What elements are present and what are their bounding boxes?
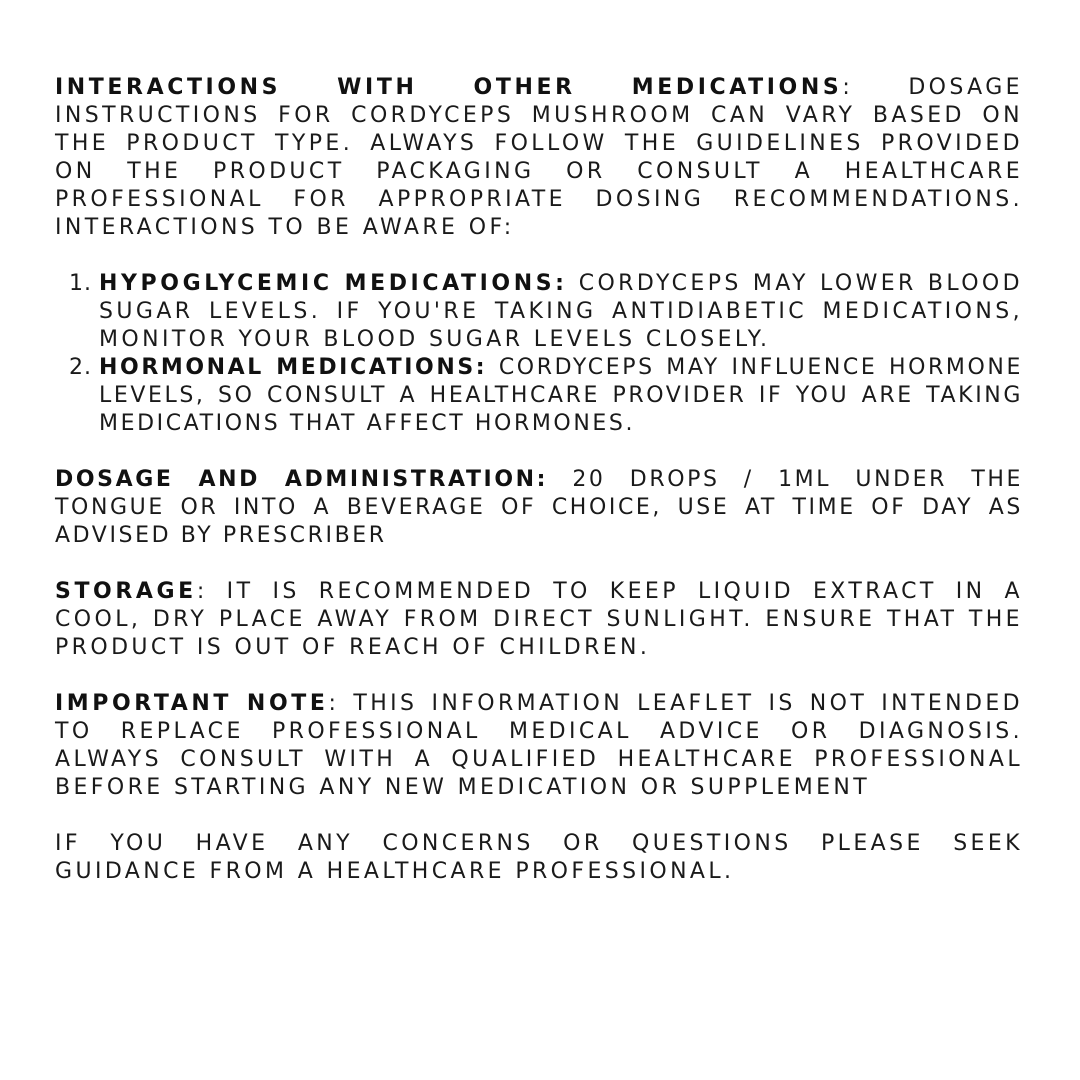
hypoglycemic-body: CORDYCEPS MAY LOWER BLOOD SUGAR LEVELS. IF YOU'RE TAKING ANTIDIABETIC MEDICATIONS, MONITOR YOUR BLOOD SUGAR LEVELS CLOSELY.: [99, 271, 1023, 352]
list-item: [55, 354, 1023, 438]
interactions-heading: INTERACTIONS WITH OTHER MEDICATIONS: [55, 75, 843, 100]
spacer: [55, 242, 1023, 270]
spacer: [55, 438, 1023, 466]
closing-body: IF YOU HAVE ANY CONCERNS OR QUESTIONS PLEASE SEEK GUIDANCE FROM A HEALTHCARE PROFESSIONAL.: [55, 831, 1023, 884]
spacer: [55, 662, 1023, 690]
dosage-body: 20 DROPS / 1ML UNDER THE TONGUE OR INTO A BEVERAGE OF CHOICE, USE AT TIME OF DAY AS ADVISED BY PRESCRIBER: [55, 467, 1024, 548]
dosage-heading: DOSAGE AND ADMINISTRATION:: [55, 467, 549, 492]
interactions-body: DOSAGE INSTRUCTIONS FOR CORDYCEPS MUSHROOM CAN VARY BASED ON THE PRODUCT TYPE. ALWAYS FOLLOW THE GUIDELINES PROVIDED ON THE PRODUCT PACKAGING OR CONSULT A HEALTHCARE PROFESSIONAL FOR APPROPRIATE DOSING RECOMMENDATIONS. INTERACTIONS TO BE AWARE OF:: [55, 75, 1023, 240]
interactions-separator: :: [842, 75, 854, 100]
important-note-separator: :: [328, 691, 340, 716]
storage-body: IT IS RECOMMENDED TO KEEP LIQUID EXTRACT IN A COOL, DRY PLACE AWAY FROM DIRECT SUNLIGHT. ENSURE THAT THE PRODUCT IS OUT OF REACH OF CHILDREN.: [55, 579, 1023, 660]
important-note-section: [55, 690, 1023, 802]
storage-section: [55, 578, 1023, 662]
list-item: [55, 270, 1023, 354]
hormonal-heading: HORMONAL MEDICATIONS:: [99, 355, 488, 380]
spacer: [55, 550, 1023, 578]
spacer: [55, 802, 1023, 830]
medication-leaflet: [55, 74, 1023, 886]
important-note-body: THIS INFORMATION LEAFLET IS NOT INTENDED TO REPLACE PROFESSIONAL MEDICAL ADVICE OR DIAGNOSIS. ALWAYS CONSULT WITH A QUALIFIED HEALTHCARE PROFESSIONAL BEFORE STARTING ANY NEW MEDICATION OR SUPPLEMENT: [55, 691, 1023, 800]
hypoglycemic-heading: HYPOGLYCEMIC MEDICATIONS:: [99, 271, 568, 296]
storage-separator: :: [196, 579, 208, 604]
storage-heading: STORAGE: [55, 579, 197, 604]
list-item-number: 1.: [69, 271, 92, 296]
important-note-heading: IMPORTANT NOTE: [55, 691, 329, 716]
list-item-number: 2.: [69, 355, 92, 380]
hormonal-body: CORDYCEPS MAY INFLUENCE HORMONE LEVELS, SO CONSULT A HEALTHCARE PROVIDER IF YOU ARE TAKING MEDICATIONS THAT AFFECT HORMONES.: [99, 355, 1023, 436]
closing-section: [55, 830, 1023, 886]
dosage-section: [55, 466, 1023, 550]
interactions-section: [55, 74, 1023, 242]
interactions-list: [55, 270, 1023, 438]
